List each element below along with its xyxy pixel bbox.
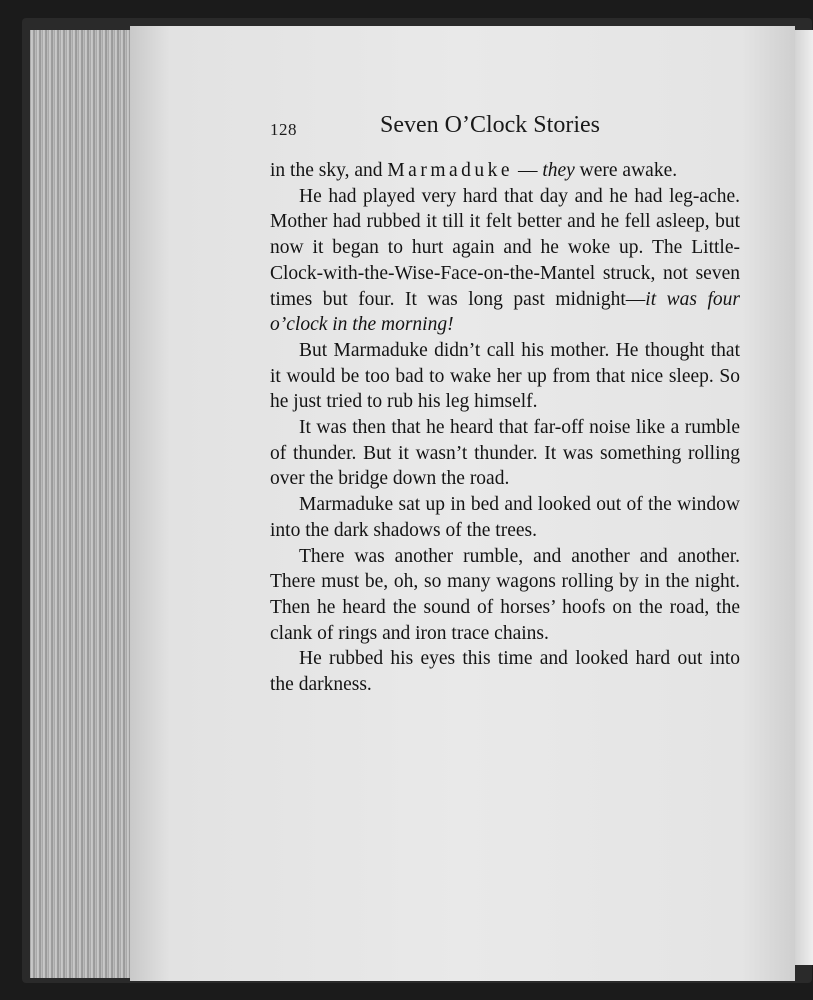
paragraph-1: [270, 158, 740, 184]
body-text: [270, 158, 740, 698]
paragraph-2: [270, 184, 740, 338]
paragraph-7: [270, 646, 740, 697]
page-number: 128: [270, 120, 297, 139]
text-segment: But Marmaduke didn’t call his mother. He thought that it would be too bad to wake her up from that nice sleep. So he just tried to rub his leg himself.: [270, 339, 740, 413]
text-segment: were awake.: [574, 160, 678, 181]
paragraph-3: [270, 338, 740, 415]
text-segment-italic: they: [542, 160, 575, 181]
paragraph-4: [270, 415, 740, 492]
text-segment: He had played very hard that day and he had leg-ache. Mother had rubbed it till it felt better and he fell asleep, but now it began to hurt again and he woke up. The Little-Clock-with-the-Wise-Face-on-the-Mantel struck, not seven times but four. It was long past midnight—: [270, 185, 740, 310]
text-segment: There was another rumble, and another and another. There must be, oh, so many wagons rolling by in the night. Then he heard the sound of horses’ hoofs on the road, the clank of rings and iron trace chains.: [270, 545, 740, 644]
text-segment: Marmaduke sat up in bed and looked out of the window into the dark shadows of the trees.: [270, 494, 740, 541]
facing-page-edge: [792, 30, 813, 965]
page-stack-edge: [30, 30, 140, 978]
running-title: Seven O’Clock Stories: [380, 112, 600, 138]
text-segment: He rubbed his eyes this time and looked hard out into the darkness.: [270, 648, 740, 696]
text-segment: —: [513, 160, 543, 181]
text-segment-italic: it was four o’clock in the morning!: [270, 288, 740, 336]
text-segment-spaced: Marmaduke: [387, 160, 514, 181]
text-segment: in the sky, and: [270, 160, 388, 181]
running-head: [270, 112, 740, 146]
paragraph-5: [270, 492, 740, 543]
paragraph-6: [270, 544, 740, 647]
text-segment: It was then that he heard that far-off noise like a rumble of thunder. But it wasn’t thunder. It was something rolling over the bridge down the road.: [270, 417, 740, 490]
